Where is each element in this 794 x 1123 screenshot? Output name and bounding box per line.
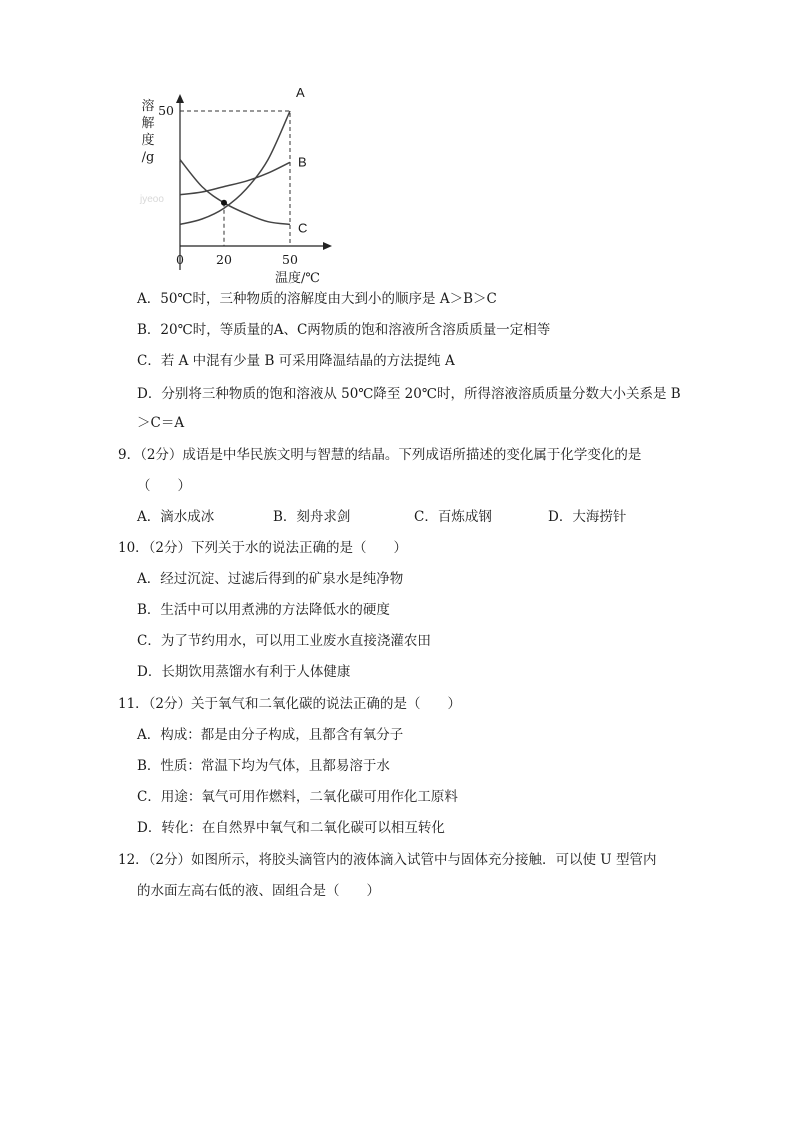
q10-stem: 10．（2分）下列关于水的说法正确的是（ ） [118,540,408,556]
guide-line-50 [180,111,290,246]
q9-option-d[interactable]: D．大海捞针 [548,509,627,525]
q10-option-a[interactable]: A．经过沉淀、过滤后得到的矿泉水是纯净物 [137,571,404,587]
y-axis-label-char: 度 [141,133,155,148]
y-axis-label-char: 解 [141,116,155,131]
series-label-b: B [298,154,307,170]
q10-option-b[interactable]: B．生活中可以用煮沸的方法降低水的硬度 [137,602,390,618]
q9-stem: 9．（2分）成语是中华民族文明与智慧的结晶。下列成语所描述的变化属于化学变化的是 [118,447,642,463]
curve-b [180,162,290,194]
q8-option-c[interactable]: C．若 A 中混有少量 B 可采用降温结晶的方法提纯 A [137,353,455,369]
x-axis-label: 温度/℃ [275,271,320,286]
x-tick-label: 20 [216,252,232,267]
x-tick-label: 0 [176,252,184,267]
q11-option-d[interactable]: D．转化：在自然界中氧气和二氧化碳可以相互转化 [137,820,445,836]
watermark: jyeoo [140,194,164,205]
q9-option-c[interactable]: C．百炼成钢 [414,509,492,525]
q11-option-b[interactable]: B．性质：常温下均为气体，且都易溶于水 [137,758,390,774]
curve-c [180,160,290,225]
y-axis-arrow [176,94,184,103]
y-axis-label-char: /g [141,150,155,165]
solubility-chart [120,88,360,288]
q8-option-a[interactable]: A．50℃时，三种物质的溶解度由大到小的顺序是 A＞B＞C [137,291,497,307]
q11-stem: 11．（2分）关于氧气和二氧化碳的说法正确的是（ ） [118,696,462,712]
q12-stem: 12．（2分）如图所示，将胶头滴管内的液体滴入试管中与固体充分接触．可以使 U 型管内 [118,852,657,868]
y-axis-label-char: 溶 [141,99,155,114]
q8-option-d-cont: ＞C＝A [137,415,185,431]
intersection-point [221,200,227,206]
q9-options-row [137,507,626,527]
series-label-a: A [296,88,305,100]
x-axis-arrow [323,242,332,250]
curve-a [180,111,290,224]
chart-plot [120,88,360,288]
y-tick-label: 50 [158,103,174,118]
q9-option-a[interactable]: A．滴水成冰 [137,509,215,525]
q11-option-a[interactable]: A．构成：都是由分子构成，且都含有氧分子 [137,727,404,743]
q12-stem-cont: 的水面左高右低的液、固组合是（ ） [137,883,380,899]
q8-option-d[interactable]: D．分别将三种物质的饱和溶液从 50℃降至 20℃时，所得溶液溶质质量分数大小关系是 B [137,386,681,402]
q11-option-c[interactable]: C．用途：氧气可用作燃料，二氧化碳可用作化工原料 [137,789,458,805]
x-tick-label: 50 [282,252,298,267]
q8-option-b[interactable]: B．20℃时，等质量的A、C两物质的饱和溶液所含溶质质量一定相等 [137,322,551,338]
q9-stem-cont: （ ） [137,478,191,494]
q10-option-d[interactable]: D．长期饮用蒸馏水有利于人体健康 [137,664,351,680]
series-label-c: C [298,220,308,236]
q9-option-b[interactable]: B．刻舟求剑 [273,509,351,525]
q10-option-c[interactable]: C．为了节约用水，可以用工业废水直接浇灌农田 [137,633,431,649]
